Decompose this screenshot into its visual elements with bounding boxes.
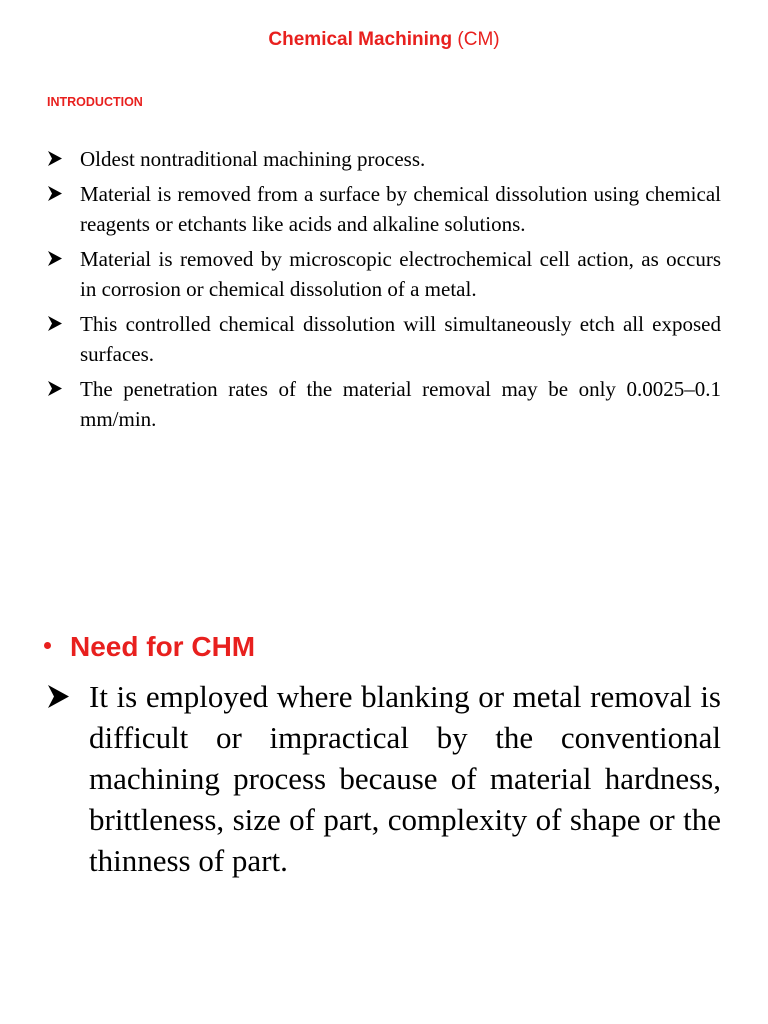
arrow-bullet-icon: [47, 244, 69, 274]
need-heading-text: Need for CHM: [70, 631, 256, 662]
need-for-chm-heading: [44, 628, 255, 666]
arrow-bullet-icon: [47, 144, 69, 174]
page-title-abbreviation: (CM): [457, 29, 500, 50]
bullet-item-5: [47, 374, 721, 434]
introduction-heading: INTRODUCTION: [47, 95, 143, 109]
bullet-text: Oldest nontraditional machining process.: [80, 147, 426, 171]
bullet-text: The penetration rates of the material removal may be only 0.0025–0.1 mm/min.: [80, 377, 721, 431]
bullet-text: Material is removed from a surface by chemical dissolution using chemical reagents or etchants like acids and alkaline solutions.: [80, 182, 721, 236]
page-title-main: Chemical Machining: [268, 29, 453, 50]
bullet-item-4: [47, 309, 721, 369]
bullet-text: This controlled chemical dissolution will simultaneously etch all exposed surfaces.: [80, 312, 721, 366]
bullet-item-3: [47, 244, 721, 304]
introduction-bullet-list: [47, 144, 721, 439]
need-bullet-list: [47, 676, 721, 881]
bullet-item-1: [47, 144, 721, 174]
round-bullet-icon: [44, 642, 51, 649]
arrow-bullet-icon: [47, 309, 69, 339]
bullet-text: Material is removed by microscopic electrochemical cell action, as occurs in corrosion or chemical dissolution of a metal.: [80, 247, 721, 301]
page-title: [0, 27, 768, 53]
need-bullet-text: It is employed where blanking or metal removal is difficult or impractical by the conventional machining process because of material hardness, brittleness, size of part, complexity of shape or the thinness of part.: [89, 679, 721, 878]
arrow-bullet-icon: [47, 676, 77, 717]
bullet-item-2: [47, 179, 721, 239]
arrow-bullet-icon: [47, 179, 69, 209]
need-bullet-item: [47, 676, 721, 881]
arrow-bullet-icon: [47, 374, 69, 404]
